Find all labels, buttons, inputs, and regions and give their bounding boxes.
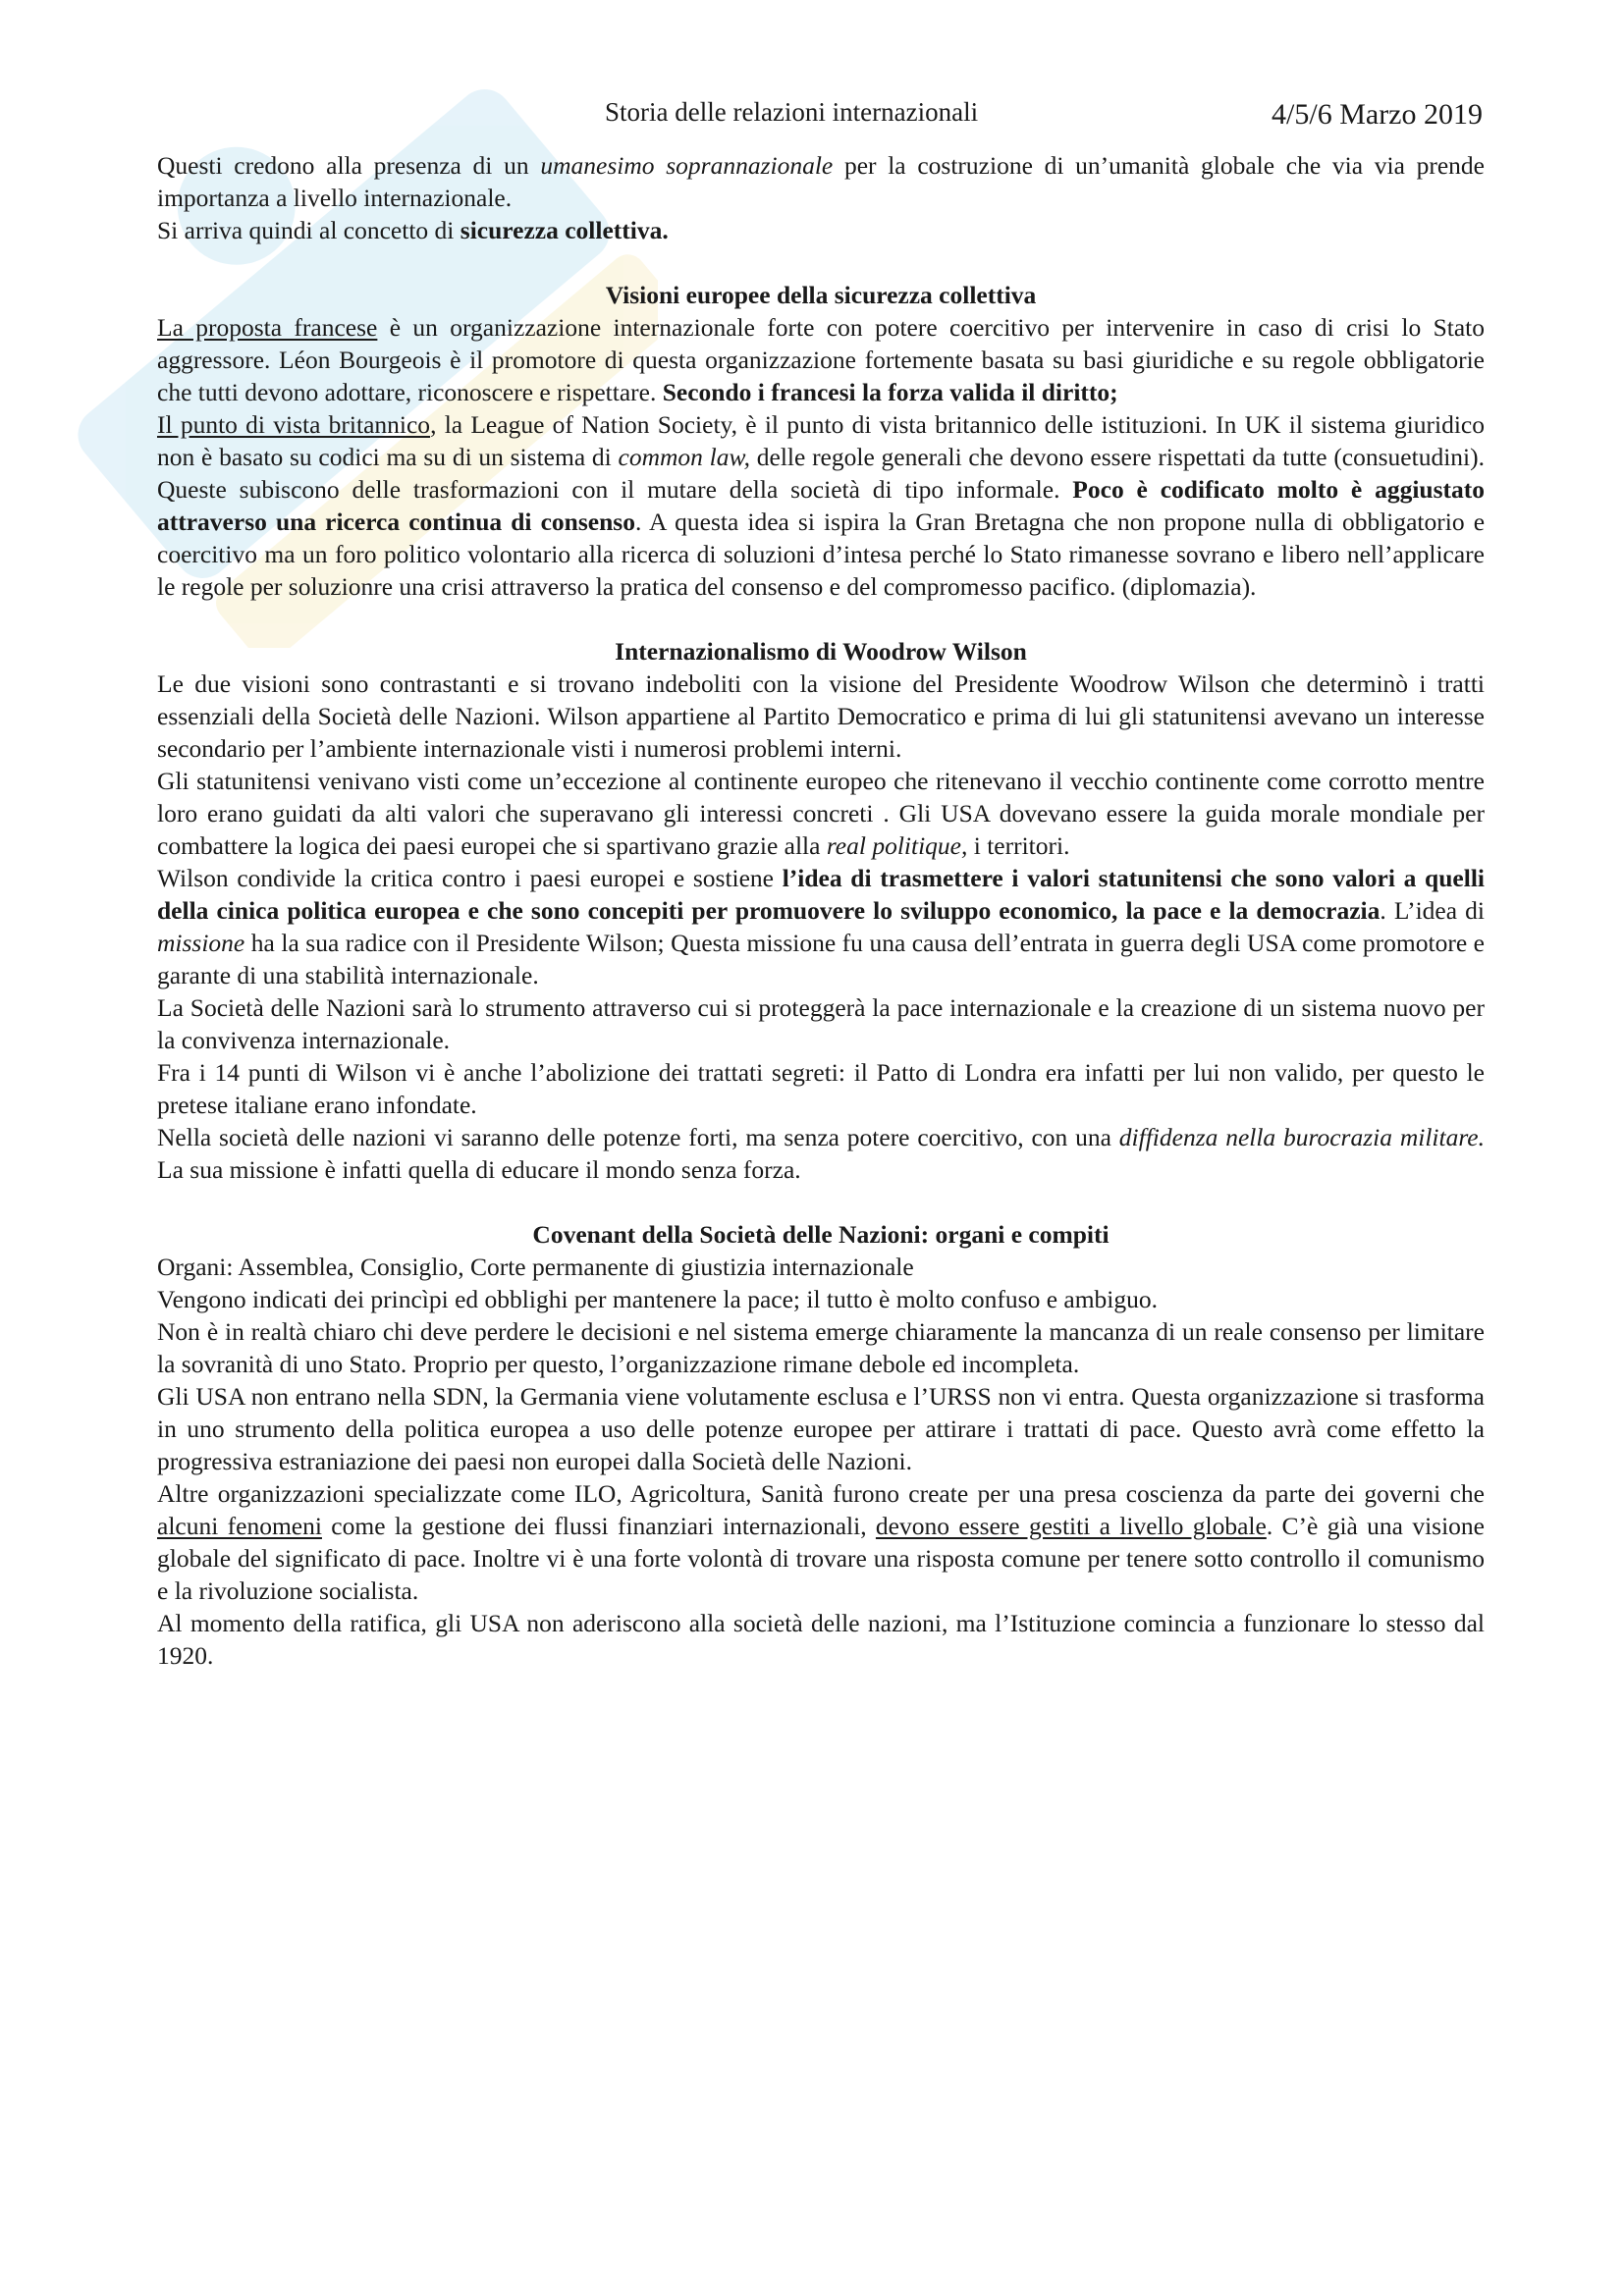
- paragraph: Al momento della ratifica, gli USA non aderiscono alla società delle nazioni, ma l’Istituzione comincia a funzionare lo stesso dal 1920.: [157, 1609, 1485, 1670]
- paragraph: Altre organizzazioni specializzate come ILO, Agricoltura, Sanità furono create per una presa coscienza da parte dei governi che alcuni fenomeni come la gestione dei flussi finanziari internazionali, devono essere gestiti a livello globale. C’è già una visione globale del significato di pace. Inoltre vi è una forte volontà di trovare una risposta comune per tenere sotto controllo il comunismo e la rivoluzione socialista.: [157, 1479, 1485, 1605]
- paragraph: Si arriva quindi al concetto di sicurezza collettiva.: [157, 216, 669, 244]
- paragraph: La proposta francese è un organizzazione internazionale forte con potere coercitivo per intervenire in caso di crisi lo Stato aggressore. Léon Bourgeois è il promotore di questa organizzazione fortemente basata su basi giuridiche e su regole obbligatorie che tutti devono adottare, riconoscere e rispettare. Secondo i francesi la forza valida il diritto;: [157, 313, 1485, 406]
- section-heading: Covenant della Società delle Nazioni: organi e compiti: [532, 1220, 1110, 1249]
- page-header: [157, 96, 1483, 132]
- paragraph: Vengono indicati dei princìpi ed obblighi per mantenere la pace; il tutto è molto confuso e ambiguo.: [157, 1285, 1159, 1313]
- paragraph: Wilson condivide la critica contro i paesi europei e sostiene l’idea di trasmettere i valori statunitensi che sono valori a quelli della cinica politica europea e che sono concepiti per promuovere lo sviluppo economico, la pace e la democrazia. L’idea di missione ha la sua radice con il Presidente Wilson; Questa missione fu una causa dell’entrata in guerra degli USA come promotore e garante di una stabilità internazionale.: [157, 864, 1485, 989]
- paragraph: La Società delle Nazioni sarà lo strumento attraverso cui si proteggerà la pace internazionale e la creazione di un sistema nuovo per la convivenza internazionale.: [157, 993, 1485, 1054]
- paragraph: Le due visioni sono contrastanti e si trovano indeboliti con la visione del Presidente Woodrow Wilson che determinò i tratti essenziali della Società delle Nazioni. Wilson appartiene al Partito Democratico e prima di lui gli statunitensi avevano un interesse secondario per l’ambiente internazionale visti i numerosi problemi interni.: [157, 669, 1485, 763]
- paragraph: Gli statunitensi venivano visti come un’eccezione al continente europeo che ritenevano il vecchio continente come corrotto mentre loro erano guidati da alti valori che superavano gli interessi concreti . Gli USA dovevano essere la guida morale mondiale per combattere la logica dei paesi europei che si spartivano grazie alla real politique, i territori.: [157, 767, 1485, 860]
- paragraph: Fra i 14 punti di Wilson vi è anche l’abolizione dei trattati segreti: il Patto di Londra era infatti per lui non valido, per questo le pretese italiane erano infondate.: [157, 1058, 1485, 1119]
- paragraph: Gli USA non entrano nella SDN, la Germania viene volutamente esclusa e l’URSS non vi entra. Questa organizzazione si trasforma in uno strumento della politica europea a uso delle potenze europee per attirare i trattati di pace. Questo avrà come effetto la progressiva estraniazione dei paesi non europei dalla Società delle Nazioni.: [157, 1382, 1485, 1475]
- paragraph: Nella società delle nazioni vi saranno delle potenze forti, ma senza potere coercitivo, con una diffidenza nella burocrazia militare. La sua missione è infatti quella di educare il mondo senza forza.: [157, 1123, 1485, 1184]
- section-heading: Internazionalismo di Woodrow Wilson: [615, 637, 1027, 666]
- paragraph: Il punto di vista britannico, la League of Nation Society, è il punto di vista britannico delle istituzioni. In UK il sistema giuridico non è basato su codici ma su di un sistema di common law, delle regole generali che devono essere rispettati da tutte (consuetudini). Queste subiscono delle trasformazioni con il mutare della società di tipo informale. Poco è codificato molto è aggiustato attraverso una ricerca continua di consenso. A questa idea si ispira la Gran Bretagna che non propone nulla di obbligatorio e coercitivo ma un foro politico volontario alla ricerca di soluzioni d’intesa perché lo Stato rimanesse sovrano e libero nell’applicare le regole per soluzionre una crisi attraverso la pratica del consenso e del compromesso pacifico. (diplomazia).: [157, 410, 1486, 601]
- header-date: 4/5/6 Marzo 2019: [1272, 98, 1483, 131]
- paragraph: Organi: Assemblea, Consiglio, Corte permanente di giustizia internazionale: [157, 1253, 914, 1281]
- header-title: Storia delle relazioni internazionali: [605, 97, 979, 127]
- paragraph: Questi credono alla presenza di un umanesimo soprannazionale per la costruzione di un’umanità globale che via via prende importanza a livello internazionale.: [157, 151, 1485, 212]
- document-body: [157, 149, 1485, 1672]
- paragraph: Non è in realtà chiaro chi deve perdere le decisioni e nel sistema emerge chiaramente la mancanza di un reale consenso per limitare la sovranità di uno Stato. Proprio per questo, l’organizzazione rimane debole ed incompleta.: [157, 1317, 1485, 1378]
- section-heading: Visioni europee della sicurezza collettiva: [605, 281, 1037, 309]
